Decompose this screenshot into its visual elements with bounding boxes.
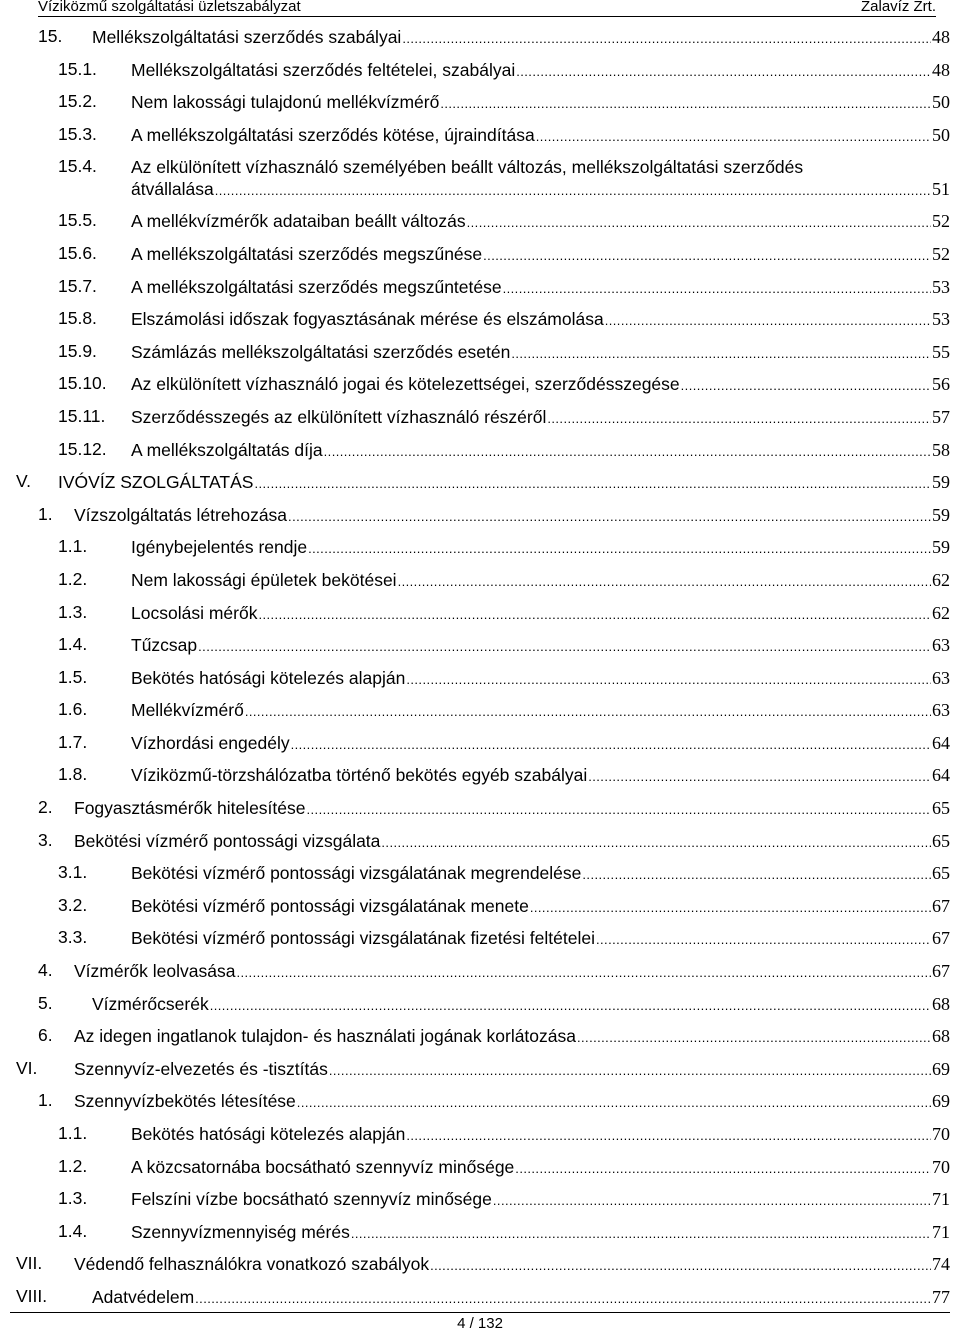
toc-entry[interactable] [0,889,960,922]
toc-entry-number: 1.2. [58,568,88,589]
toc-entry-number: 15.11. [58,405,106,426]
toc-entry-number: 3.1. [58,862,88,883]
toc-entry-page: 48 [932,59,950,80]
toc-entry-number: 15.1. [58,58,97,79]
toc-entry-number: 1. [38,503,53,524]
dot-leader [381,830,931,854]
toc-entry-page: 63 [932,700,950,721]
dot-leader [210,993,931,1017]
toc-entry[interactable] [0,693,960,726]
toc-entry-number: 15.8. [58,308,97,329]
toc-entry-text [74,1090,950,1114]
dot-leader [596,927,931,951]
toc-entry-page: 64 [932,765,950,786]
toc-entry-number: 15.10. [58,373,107,394]
dot-leader [402,26,931,50]
dot-leader [493,1188,931,1212]
toc-entry[interactable] [0,1019,960,1052]
toc-entry-text [131,927,950,951]
toc-entry[interactable] [0,1182,960,1215]
toc-entry-text [92,993,950,1017]
toc-entry-number: VII. [16,1253,43,1274]
toc-entry[interactable] [0,1215,960,1248]
toc-entry[interactable] [0,1084,960,1117]
toc-entry-title: Vízhordási engedély [131,732,290,753]
dot-leader [588,764,931,788]
dot-leader [515,1156,931,1180]
dot-leader [308,536,931,560]
toc-entry-number: 1.3. [58,1188,88,1209]
toc-entry-title: Nem lakossági tulajdonú mellékvízmérő [131,92,440,113]
toc-entry-text [131,895,950,919]
toc-entry-title: Bekötési vízmérő pontossági vizsgálata [74,830,381,851]
toc-entry-title: Bekötési vízmérő pontossági vizsgálatának fizetési feltételei [131,928,595,949]
toc-entry-number: V. [16,471,31,492]
toc-entry-page: 70 [932,1124,950,1144]
toc-entry-number: 15.9. [58,340,97,361]
toc-entry-page: 57 [932,406,950,427]
toc-entry-text [131,1221,950,1245]
toc-entry-text [131,862,950,886]
toc-entry[interactable] [0,921,960,954]
toc-entry[interactable] [0,335,960,368]
toc-entry-title: Fogyasztásmérők hitelesítése [74,798,306,819]
toc-entry-title: átvállalása [131,179,214,200]
dot-leader [198,634,931,658]
dot-leader [547,406,931,430]
toc-entry-number: 15.2. [58,91,97,112]
dot-leader [406,1123,931,1147]
dot-leader [236,960,931,984]
dot-leader [195,1286,931,1310]
dot-leader [577,1025,931,1049]
toc-entry-title: A közcsatornába bocsátható szennyvíz minősége [131,1156,515,1177]
dot-leader [245,699,931,723]
toc-entry-page: 62 [932,602,950,623]
toc-entry-title: A mellékszolgáltatás díja [131,439,323,460]
dot-leader [605,308,931,332]
dot-leader [307,797,932,821]
toc-entry[interactable] [0,758,960,791]
toc-entry-title: A mellékszolgáltatási szerződés kötése, újraindítása [131,124,535,145]
toc-entry-title: Mellékvízmérő [131,700,244,721]
toc-entry-title: Bekötés hatósági kötelezés alapján [131,667,406,688]
toc-entry[interactable] [0,237,960,270]
toc-entry-title: Bekötési vízmérő pontossági vizsgálatának megrendelése [131,863,582,884]
toc-entry-text [131,308,950,332]
toc-entry-title: A mellékvízmérők adataiban beállt változás [131,211,466,232]
toc-entry-number: 3.3. [58,927,88,948]
toc-entry-page: 55 [932,341,950,362]
toc-entry-title: Locsolási mérők [131,602,258,623]
toc-entry-page: 68 [932,1026,950,1047]
toc-entry-title: Vízmérőcserék [92,993,209,1014]
toc-entry-page: 63 [932,667,950,688]
toc-entry-title: Szerződésszegés az elkülönített vízhasználó részéről [131,406,547,427]
toc-entry-page: 59 [932,472,950,493]
toc-entry-title: Számlázás mellékszolgáltatási szerződés esetén [131,341,511,362]
toc-entry[interactable] [0,824,960,857]
toc-entry-text [131,59,950,83]
toc-entry-number: 6. [38,1025,53,1046]
toc-entry-text [131,764,950,788]
toc-entry-title: IVÓVÍZ SZOLGÁLTATÁS [58,472,254,493]
toc-entry-text [131,536,950,560]
toc-entry[interactable] [0,20,960,53]
toc-entry-number: VI. [16,1057,38,1078]
toc-entry-title-line: Az elkülönített vízhasználó személyében beállt változás, mellékszolgáltatási szerződés [131,157,804,178]
toc-entry[interactable] [0,367,960,400]
toc-entry-text [131,634,950,658]
toc-entry[interactable] [0,498,960,531]
running-header [38,0,936,17]
dot-leader [483,243,931,267]
toc-entry-number: 3. [38,829,53,850]
toc-entry-text [131,667,950,691]
toc-entry-number: 15.5. [58,210,97,231]
toc-entry[interactable] [0,1280,960,1313]
toc-entry-title: Adatvédelem [92,1286,195,1307]
toc-entry[interactable] [0,856,960,889]
dot-leader [215,178,931,202]
toc-entry-title: Az idegen ingatlanok tulajdon- és használati jogának korlátozása [74,1026,576,1047]
toc-entry-page: 64 [932,732,950,753]
toc-entry-number: 15.7. [58,275,97,296]
toc-entry-number: 1.4. [58,634,88,655]
toc-entry-text [74,797,950,821]
toc-entry-number: 15. [38,26,63,46]
toc-entry-page: 58 [932,439,950,460]
toc-entry-title: Elszámolási időszak fogyasztásának mérése és elszámolása [131,309,604,330]
toc-entry[interactable] [0,954,960,987]
toc-entry-text [131,124,950,148]
toc-entry-text [131,156,950,202]
dot-leader [536,124,931,148]
toc-entry-text [74,504,950,528]
toc-entry-page: 65 [932,830,950,851]
toc-entry[interactable] [0,1247,960,1280]
toc-entry-page: 51 [932,179,950,200]
toc-entry[interactable] [0,987,960,1020]
toc-entry-text [58,471,950,495]
toc-entry[interactable] [0,791,960,824]
toc-entry-page: 50 [932,124,950,145]
toc-entry-number: 1.8. [58,764,88,785]
toc-entry[interactable] [0,270,960,303]
toc-entry-title: Vízmérők leolvasása [74,961,236,982]
toc-entry-number: VIII. [16,1285,48,1306]
toc-entry-title: Igénybejelentés rendje [131,537,308,558]
dot-leader [406,667,931,691]
toc-entry-page: 67 [932,895,950,916]
toc-entry-page: 74 [932,1254,950,1275]
toc-entry-text [74,1058,950,1082]
toc-entry-title: Az elkülönített vízhasználó jogai és kötelezettségei, szerződésszegése [131,374,680,395]
toc-entry-page: 53 [932,309,950,330]
toc-entry-number: 1. [38,1090,53,1111]
dot-leader [351,1221,931,1245]
toc-entry-number: 1.1. [58,1123,88,1143]
toc-entry[interactable] [0,400,960,433]
dot-leader [681,373,931,397]
toc-entry-text [131,602,950,626]
toc-entry[interactable] [0,596,960,629]
toc-entry-title: Szennyvíz-elvezetés és -tisztítás [74,1058,328,1079]
toc-entry-text [92,26,950,50]
toc-entry[interactable] [0,465,960,498]
dot-leader [440,91,931,115]
toc-entry[interactable] [0,204,960,237]
document-title: Víziközmű szolgáltatási üzletszabályzat [38,0,301,15]
toc-entry-text [131,1188,950,1212]
page-indicator: 4 / 132 [457,1315,503,1332]
dot-leader [254,471,931,495]
toc-entry-number: 1.1. [58,536,88,557]
toc-entry-title: Szennyvízmennyiség mérés [131,1221,350,1242]
dot-leader [511,341,931,365]
toc-entry-text [74,1025,950,1049]
toc-entry-text [131,341,950,365]
toc-entry-title: Nem lakossági épületek bekötései [131,569,397,590]
toc-entry-title: Védendő felhasználókra vonatkozó szabályok [74,1254,430,1275]
toc-entry-page: 69 [932,1058,950,1079]
toc-entry-page: 71 [932,1221,950,1242]
toc-entry[interactable] [0,1150,960,1183]
toc-entry-title: A mellékszolgáltatási szerződés megszűntetése [131,276,502,297]
toc-entry-page: 65 [932,798,950,819]
dot-leader [291,732,931,756]
toc-entry[interactable] [0,628,960,661]
dot-leader [516,59,931,83]
toc-entry-number: 15.4. [58,156,97,177]
toc-entry-number: 2. [38,797,53,818]
toc-entry[interactable] [0,302,960,335]
toc-entry-page: 67 [932,928,950,949]
dot-leader [258,602,931,626]
toc-entry-text [131,406,950,430]
dot-leader [329,1058,931,1082]
toc-entry-title: Víziközmű-törzshálózatba történő bekötés egyéb szabályai [131,765,588,786]
toc-entry-title: Felszíni vízbe bocsátható szennyvíz minősége [131,1189,492,1210]
toc-entry-number: 15.6. [58,242,97,263]
toc-entry-number: 5. [38,992,53,1013]
toc-entry-page: 53 [932,276,950,297]
dot-leader [288,504,931,528]
toc-entry-text [74,1253,950,1277]
toc-entry-text [92,1286,950,1310]
toc-entry-title: Mellékszolgáltatási szerződés szabályai [92,27,402,47]
toc-entry-text [131,210,950,234]
toc-entry[interactable] [0,118,960,151]
toc-entry-page: 62 [932,569,950,590]
toc-entry-title: A mellékszolgáltatási szerződés megszűnése [131,243,483,264]
toc-entry-text [131,569,950,593]
dot-leader [503,276,931,300]
toc-entry[interactable] [0,726,960,759]
toc-entry-number: 1.4. [58,1220,88,1241]
toc-entry[interactable] [0,661,960,694]
toc-entry-number: 3.2. [58,894,88,915]
toc-entry-text [131,699,950,723]
toc-entry-title: Szennyvízbekötés létesítése [74,1091,296,1112]
toc-entry-number: 15.3. [58,123,97,144]
toc-entry-page: 52 [932,211,950,232]
toc-entry-text [131,373,950,397]
toc-entry-number: 4. [38,960,53,981]
toc-entry-page: 69 [932,1091,950,1112]
toc-entry[interactable] [0,1117,960,1150]
table-of-contents [0,20,960,1313]
toc-entry-page: 48 [932,27,950,47]
toc-entry-number: 1.3. [58,601,88,622]
toc-entry-page: 77 [932,1286,950,1307]
toc-entry-title: Bekötés hatósági kötelezés alapján [131,1124,406,1144]
toc-entry-text [131,276,950,300]
dot-leader [398,569,931,593]
toc-entry[interactable] [0,85,960,118]
toc-entry[interactable] [0,1052,960,1085]
company-name: Zalavíz Zrt. [860,0,936,15]
dot-leader [582,862,931,886]
toc-entry-title: Mellékszolgáltatási szerződés feltételei, szabályai [131,59,516,80]
toc-entry[interactable] [0,53,960,86]
toc-entry-number: 1.7. [58,731,88,752]
toc-entry[interactable] [0,150,960,204]
toc-entry-page: 56 [932,374,950,395]
toc-entry[interactable] [0,433,960,466]
dot-leader [530,895,931,919]
toc-entry-number: 1.6. [58,699,88,720]
toc-entry-text [74,830,950,854]
toc-entry-text [131,243,950,267]
toc-entry[interactable] [0,530,960,563]
dot-leader [324,439,931,463]
toc-entry-text [131,732,950,756]
dot-leader [297,1090,931,1114]
toc-entry-text [131,439,950,463]
toc-entry-page: 59 [932,504,950,525]
toc-entry-page: 50 [932,92,950,113]
toc-entry-number: 1.2. [58,1155,88,1176]
toc-entry-page: 67 [932,961,950,982]
page-footer [10,1312,950,1332]
toc-entry-number: 1.5. [58,666,88,687]
toc-entry[interactable] [0,563,960,596]
toc-entry-text [74,960,950,984]
toc-entry-page: 71 [932,1189,950,1210]
toc-entry-page: 52 [932,243,950,264]
toc-entry-text [131,91,950,115]
dot-leader [430,1253,931,1277]
toc-entry-page: 63 [932,635,950,656]
toc-entry-page: 59 [932,537,950,558]
toc-entry-page: 68 [932,993,950,1014]
toc-entry-title: Tűzcsap [131,635,198,656]
toc-entry-text [131,1156,950,1180]
toc-entry-title: Vízszolgáltatás létrehozása [74,504,288,525]
toc-entry-text [131,1123,950,1147]
toc-entry-number: 15.12. [58,438,107,459]
dot-leader [467,210,931,234]
toc-entry-page: 65 [932,863,950,884]
toc-entry-page: 70 [932,1156,950,1177]
toc-entry-title: Bekötési vízmérő pontossági vizsgálatának menete [131,895,529,916]
